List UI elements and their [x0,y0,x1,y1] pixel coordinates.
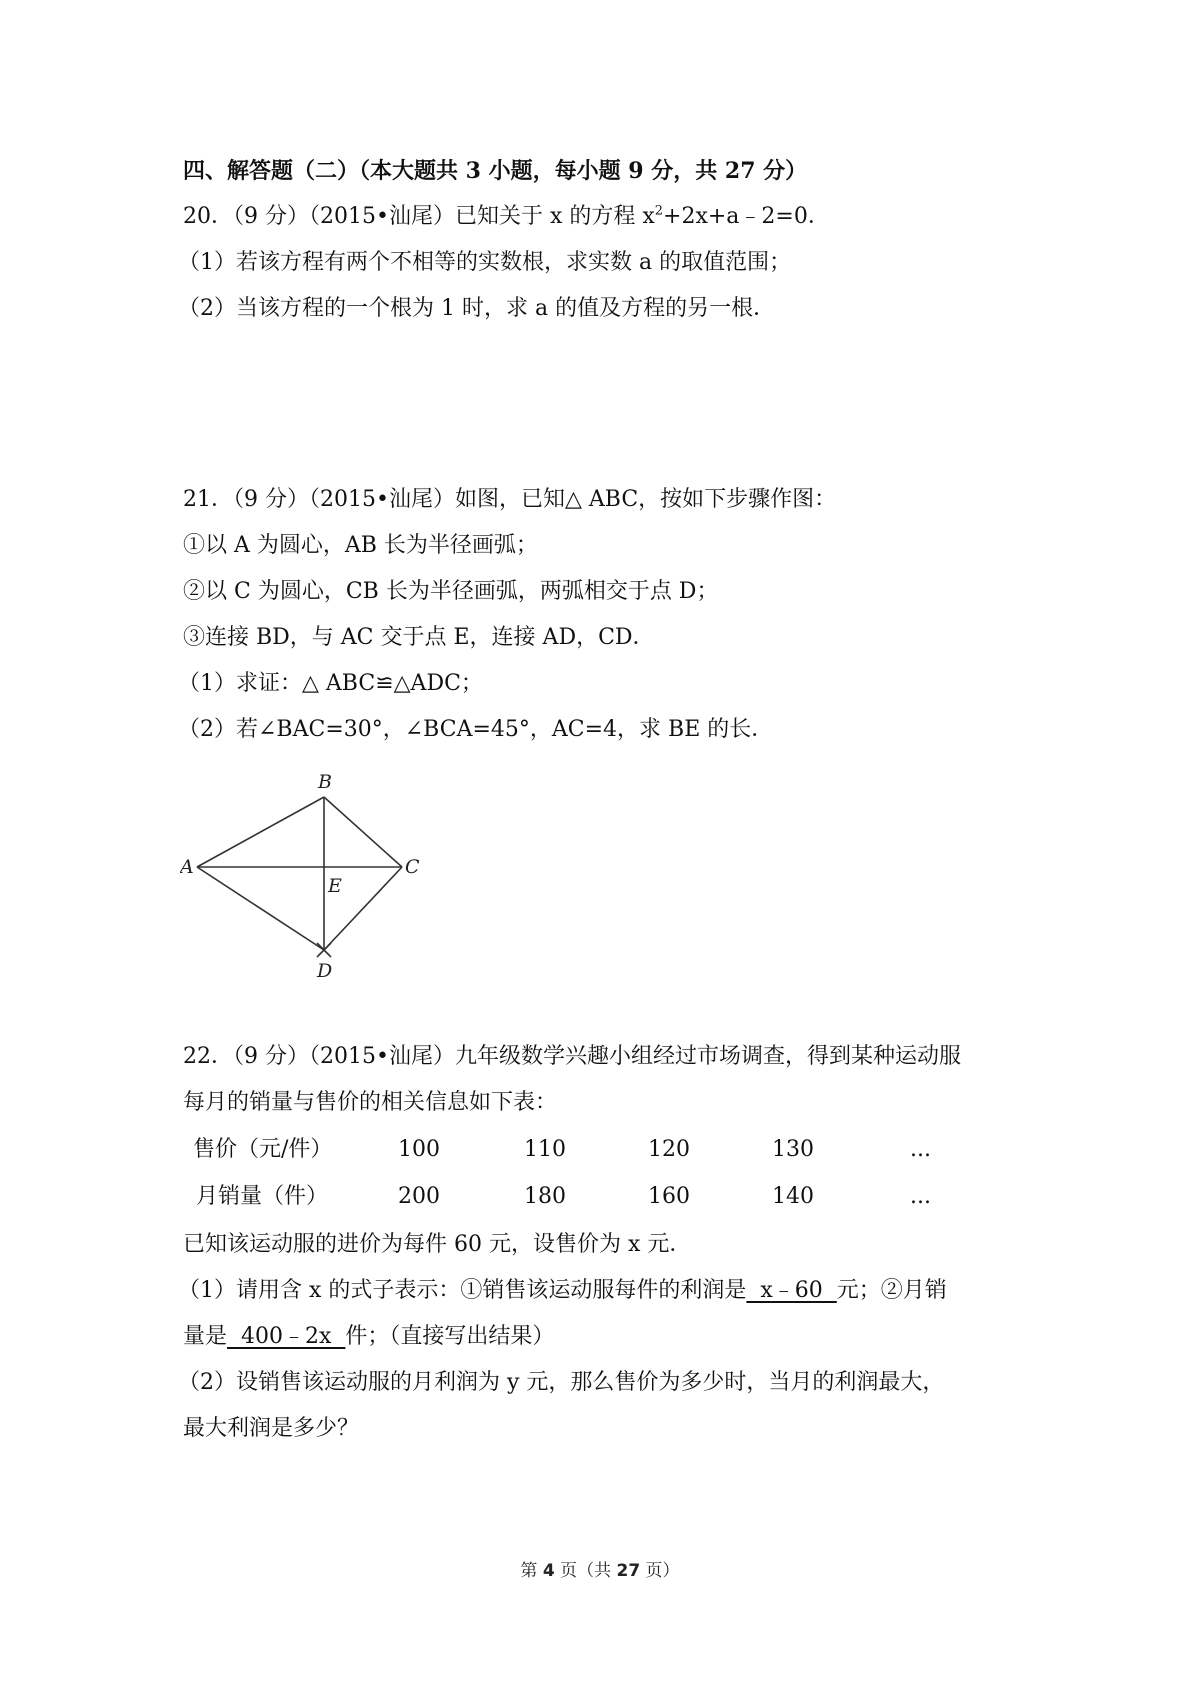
q22-part1-text-cont: 元；②月销 [836,1278,947,1303]
q21-part1: （1）求证：△ ABC≌△ADC； [178,671,483,696]
table-cell: 130 [772,1137,814,1162]
table-cell: 200 [398,1184,440,1209]
page-footer [0,1556,1200,1581]
label-a: A [180,856,194,878]
q22-stem-line2: 每月的销量与售价的相关信息如下表： [183,1090,558,1115]
q20-stem [183,202,830,232]
segment-ab [197,797,324,867]
q20-part2: （2）当该方程的一个根为 1 时，求 a 的值及方程的另一根． [178,296,776,321]
answer-blank-profit: x﹣60 [746,1278,837,1303]
q20-stem-text-end: +2x+a﹣2=0． [663,204,830,229]
table-cell: 180 [524,1184,566,1209]
footer-prefix: 第 [520,1561,543,1581]
footer-suffix: 页） [640,1561,680,1581]
section-header: 四、解答题（二）（本大题共 3 小题，每小题 9 分，共 27 分） [183,158,808,184]
q22-part1-text: （1）请用含 x 的式子表示：①销售该运动服每件的利润是 [178,1278,747,1303]
table-cell: 140 [772,1184,814,1209]
q22-part1-line2 [183,1322,554,1352]
q22-given: 已知该运动服的进价为每件 60 元，设售价为 x 元． [183,1232,692,1257]
table-cell: 110 [524,1137,566,1162]
label-e: E [328,875,342,897]
q22-part1-line1 [178,1276,947,1306]
q21-step1: ①以 A 为圆心，AB 长为半径画弧； [183,533,538,558]
q22-part2-line1: （2）设销售该运动服的月利润为 y 元，那么售价为多少时，当月的利润最大， [178,1370,945,1395]
q21-geometry-figure [180,772,440,982]
q20-stem-exponent: 2 [654,203,664,219]
q20-stem-text: 20．（9 分）（2015•汕尾）已知关于 x 的方程 x [183,204,655,229]
table-cell: 120 [648,1137,690,1162]
answer-blank-sales: 400﹣2x [227,1324,346,1349]
table-cell-header: 售价（元/件） [193,1137,333,1162]
table-cell: ... [910,1184,931,1209]
q21-part2: （2）若∠BAC=30°，∠BCA=45°，AC=4，求 BE 的长． [178,717,774,742]
q21-step2: ②以 C 为圆心，CB 长为半径画弧，两弧相交于点 D； [183,579,719,604]
table-cell: ... [910,1137,931,1162]
label-c: C [405,856,420,878]
q21-stem: 21．（9 分）（2015•汕尾）如图，已知△ ABC，按如下步骤作图： [183,487,837,512]
footer-page-number: 4 [542,1561,555,1581]
q22-part2-line2: 最大利润是多少？ [183,1416,360,1441]
table-cell: 100 [398,1137,440,1162]
label-d: D [317,960,333,982]
q22-part1-text-start: 量是 [183,1324,228,1349]
segment-bc [324,797,402,867]
table-cell-header: 月销量（件） [196,1184,329,1209]
segment-ad [197,867,324,950]
q21-step3: ③连接 BD，与 AC 交于点 E，连接 AD，CD． [183,625,655,650]
q22-part1-text-end: 件；（直接写出结果） [345,1324,555,1349]
footer-total-pages: 27 [616,1561,641,1581]
q22-stem-line1: 22．（9 分）（2015•汕尾）九年级数学兴趣小组经过市场调查，得到某种运动服 [183,1044,961,1069]
table-cell: 160 [648,1184,690,1209]
label-b: B [318,772,332,793]
footer-mid: 页（共 [554,1561,617,1581]
q20-part1: （1）若该方程有两个不相等的实数根，求实数 a 的取值范围； [178,250,792,275]
